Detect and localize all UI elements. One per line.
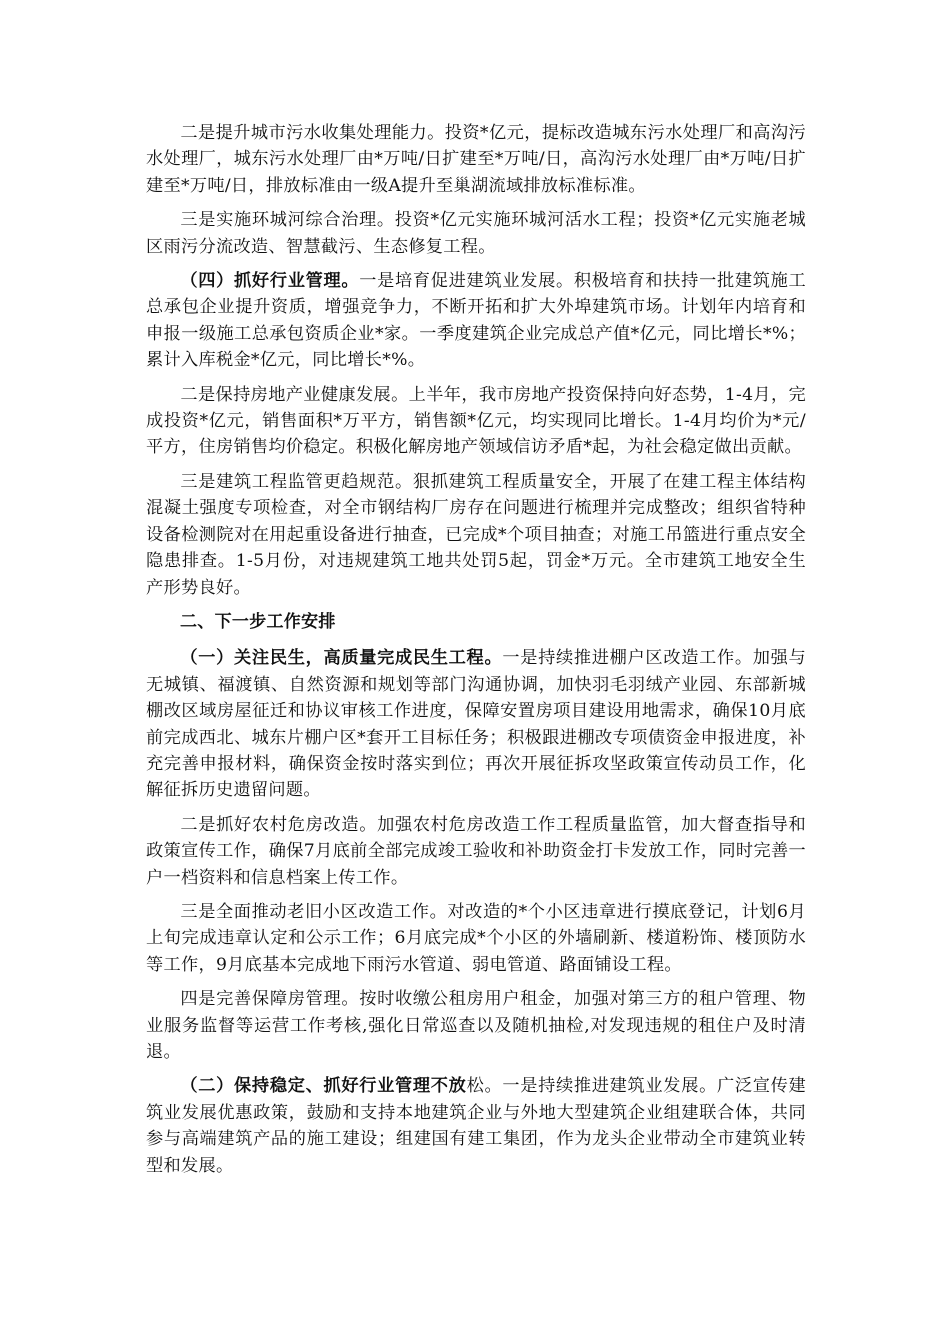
paragraph-livelihood xyxy=(146,645,806,803)
paragraph-supervision xyxy=(146,469,806,601)
paragraph-river xyxy=(146,207,806,260)
paragraph-text: 二是抓好农村危房改造。加强农村危房改造工作工程质量监管，加大督查指导和政策宣传工作，确保7月底前全部完成竣工验收和补助资金打卡发放工作，同时完善一户一档资料和信息档案上传工作。 xyxy=(146,814,806,888)
section-heading: 二、下一步工作安排 xyxy=(180,611,336,632)
paragraph-text: 松。一是持续推进建筑业发展。广泛宣传建筑业发展优惠政策，鼓励和支持本地建筑企业与外地大型建筑企业组建联合体，共同参与高端建筑产品的施工建设；组建国有建工集团，作为龙头企业带动全市建筑业转型和发展。 xyxy=(146,1076,806,1176)
paragraph-text: 一是持续推进棚户区改造工作。加强与无城镇、福渡镇、自然资源和规划等部门沟通协调，加快羽毛羽绒产业园、东部新城棚改区域房屋征迁和协议审核工作进度，保障安置房项目建设用地需求，确保10月底前完成西北、城东片棚户区*套开工目标任务；积极跟进棚改专项债资金申报进度，补充完善申报材料，确保资金按时落实到位；再次开展征拆攻坚政策宣传动员工作，化解征拆历史遗留问题。 xyxy=(146,648,807,801)
paragraph-text: 二是提升城市污水收集处理能力。投资*亿元，提标改造城东污水处理厂和高沟污水处理厂，城东污水处理厂由*万吨/日扩建至*万吨/日，高沟污水处理厂由*万吨/日扩建至*万吨/日，排放标准由一级A提升至巢湖流域排放标准标准。 xyxy=(146,123,806,196)
paragraph-text: 三是实施环城河综合治理。投资*亿元实施环城河活水工程；投资*亿元实施老城区雨污分流改造、智慧截污、生态修复工程。 xyxy=(146,210,806,257)
paragraph-old-community xyxy=(146,899,806,978)
paragraph-lead: （一）关注民生，高质量完成民生工程。 xyxy=(180,648,503,669)
paragraph-text: 三是全面推动老旧小区改造工作。对改造的*个小区违章进行摸底登记，计划6月上旬完成违章认定和公示工作；6月底完成*个小区的外墙刷新、楼道粉饰、楼顶防水等工作，9月底基本完成地下雨污水管道、弱电管道、路面铺设工程。 xyxy=(146,901,806,975)
paragraph-sewage xyxy=(146,120,806,199)
paragraph-stability xyxy=(146,1073,806,1179)
paragraph-industry xyxy=(146,268,806,374)
paragraph-text: 二是保持房地产业健康发展。上半年，我市房地产投资保持向好态势，1-4月，完成投资*亿元，销售面积*万平方，销售额*亿元，均实现同比增长。1-4月均价为*元/平方，住房销售均价稳定。积极化解房地产领域信访矛盾*起，为社会稳定做出贡献。 xyxy=(146,384,806,458)
paragraph-text: 三是建筑工程监管更趋规范。狠抓建筑工程质量安全，开展了在建工程主体结构混凝土强度专项检查，对全市钢结构厂房存在问题进行梳理并完成整改；组织省特种设备检测院对在用起重设备进行抽查，已完成*个项目抽查；对施工吊篮进行重点安全隐患排查。1-5月份，对违规建筑工地共处罚5起，罚金*万元。全市建筑工地安全生产形势良好。 xyxy=(146,471,806,598)
paragraph-lead: （四）抓好行业管理。 xyxy=(180,271,360,292)
paragraph-rural-housing xyxy=(146,812,806,891)
paragraph-real-estate xyxy=(146,382,806,461)
paragraph-text: 一是培育促进建筑业发展。积极培育和扶持一批建筑施工总承包企业提升资质，增强竞争力，不断开拓和扩大外埠建筑市场。计划年内培育和申报一级施工总承包资质企业*家。一季度建筑企业完成总产值*亿元，同比增长*%；累计入库税金*亿元，同比增长*%。 xyxy=(146,271,806,371)
paragraph-public-housing xyxy=(146,986,806,1065)
paragraph-lead: （二）保持稳定、抓好行业管理不放 xyxy=(180,1076,467,1097)
paragraph-text: 四是完善保障房管理。按时收缴公租房用户租金，加强对第三方的租户管理、物业服务监督等运营工作考核,强化日常巡查以及随机抽检,对发现违规的租住户及时清退。 xyxy=(146,989,806,1062)
